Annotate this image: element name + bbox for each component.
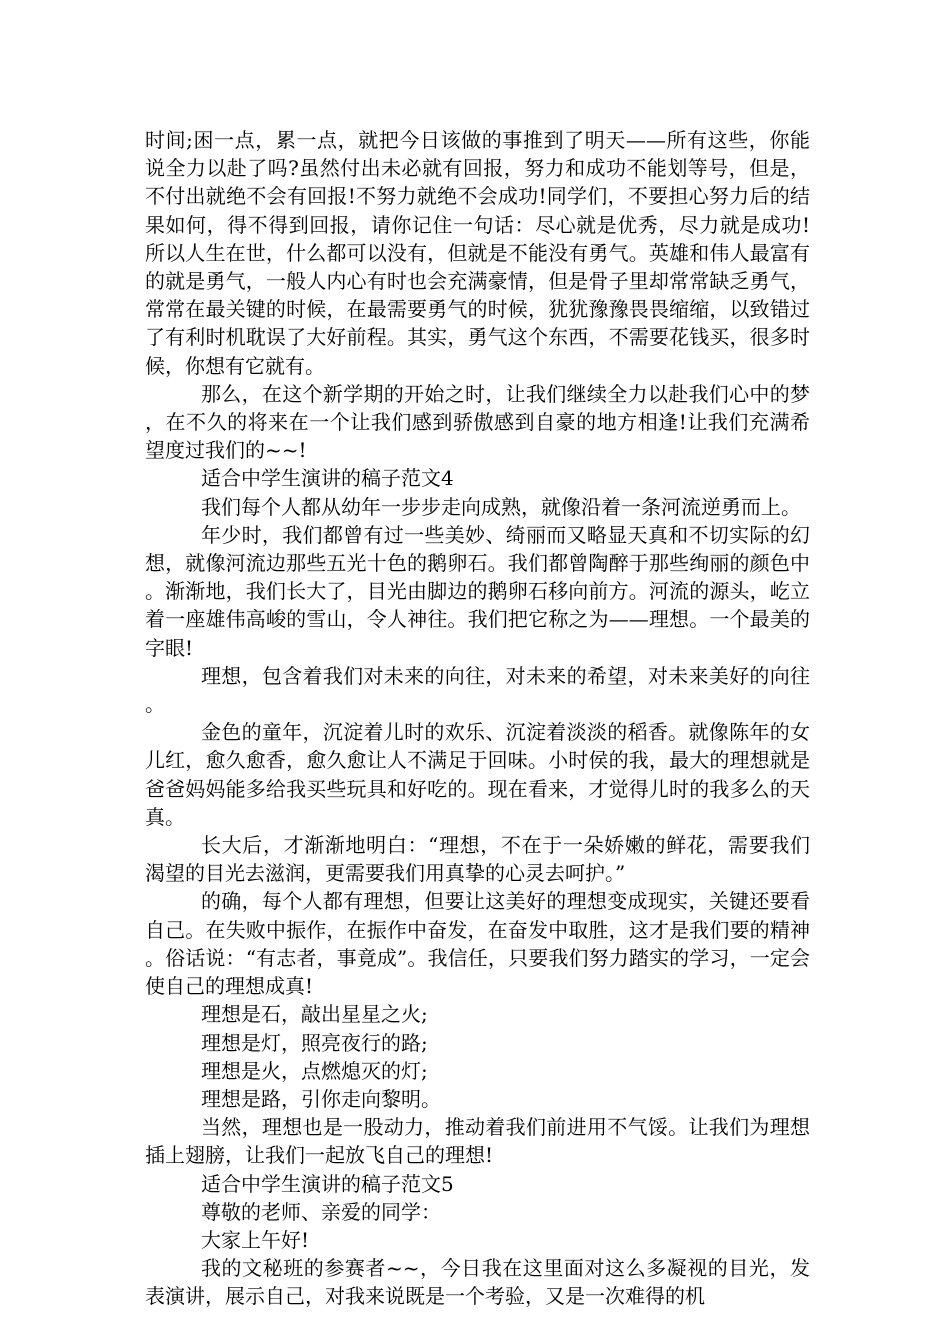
verse-line: 理想是路，引你走向黎明。 bbox=[201, 1086, 441, 1111]
paragraph-continuation: 时间;困一点，累一点，就把今日该做的事推到了明天——所有这些，你能说全力以赴了吗?虽然付出未必就有回报，努力和成功不能划等号，但是，不付出就绝不会有回报!不努力就绝不会成功!同学们，不要担心努力后的结果如何，得不得到回报，请你记住一句话：尽心就是优秀，尽力就是成功!所以人生在世，什么都可以没有，但就是不能没有勇气。英雄和伟人最富有的就是勇气，一般人内心有时也会充满豪情，但是骨子里却常常缺乏勇气，常常在最关键的时候，在最需要勇气的时候，犹犹豫豫畏畏缩缩，以致错过了有利时机耽误了大好前程。其实，勇气这个东西，不需要花钱买，很多时候，你想有它就有。 bbox=[145, 128, 810, 378]
paragraph: 理想，包含着我们对未来的向往，对未来的希望，对未来美好的向往。 bbox=[145, 663, 810, 717]
section-heading-5: 适合中学生演讲的稿子范文5 bbox=[201, 1171, 454, 1196]
verse-line: 理想是石，敲出星星之火; bbox=[201, 1002, 428, 1027]
section-heading-4: 适合中学生演讲的稿子范文4 bbox=[201, 466, 454, 491]
paragraph: 当然，理想也是一股动力，推动着我们前进用不气馁。让我们为理想插上翅膀，让我们一起放飞自己的理想! bbox=[145, 1115, 810, 1168]
greeting: 大家上午好! bbox=[201, 1227, 310, 1252]
verse-line: 理想是灯，照亮夜行的路; bbox=[201, 1030, 428, 1055]
paragraph: 的确，每个人都有理想，但要让这美好的理想变成现实，关键还要看自己。在失败中振作，在振作中奋发，在奋发中取胜，这才是我们要的精神。俗话说：“有志者，事竟成”。我信任，只要我们努力踏实的学习，一定会使自己的理想成真! bbox=[145, 889, 810, 999]
paragraph: 年少时，我们都曾有过一些美妙、绮丽而又略显天真和不切实际的幻想，就像河流边那些五光十色的鹅卵石。我们都曾陶醉于那些绚丽的颜色中。渐渐地，我们长大了，目光由脚边的鹅卵石移向前方。河流的源头，屹立着一座雄伟高峻的雪山，令人神往。我们把它称之为——理想。一个最美的字眼! bbox=[145, 522, 810, 660]
salutation: 尊敬的老师、亲爱的同学： bbox=[201, 1199, 441, 1224]
paragraph-closing: 那么，在这个新学期的开始之时，让我们继续全力以赴我们心中的梦，在不久的将来在一个让我们感到骄傲感到自豪的地方相逢!让我们充满希望度过我们的~~! bbox=[145, 381, 810, 463]
paragraph: 长大后，才渐渐地明白：“理想，不在于一朵娇嫩的鲜花，需要我们渴望的目光去滋润，更需要我们用真挚的心灵去呵护。” bbox=[145, 833, 810, 886]
document-page bbox=[145, 126, 810, 1311]
paragraph: 我的文秘班的参赛者~~，今日我在这里面对这么多凝视的目光，发表演讲，展示自己，对我来说既是一个考验，又是一次难得的机 bbox=[145, 1256, 810, 1309]
paragraph: 我们每个人都从幼年一步步走向成熟，就像沿着一条河流逆勇而上。 bbox=[201, 494, 801, 519]
paragraph: 金色的童年，沉淀着儿时的欢乐、沉淀着淡淡的稻香。就像陈年的女儿红，愈久愈香，愈久愈让人不满足于回味。小时侯的我，最大的理想就是爸爸妈妈能多给我买些玩具和好吃的。现在看来，才觉得儿时的我多么的天真。 bbox=[145, 720, 810, 829]
verse-line: 理想是火，点燃熄灭的灯; bbox=[201, 1058, 428, 1083]
